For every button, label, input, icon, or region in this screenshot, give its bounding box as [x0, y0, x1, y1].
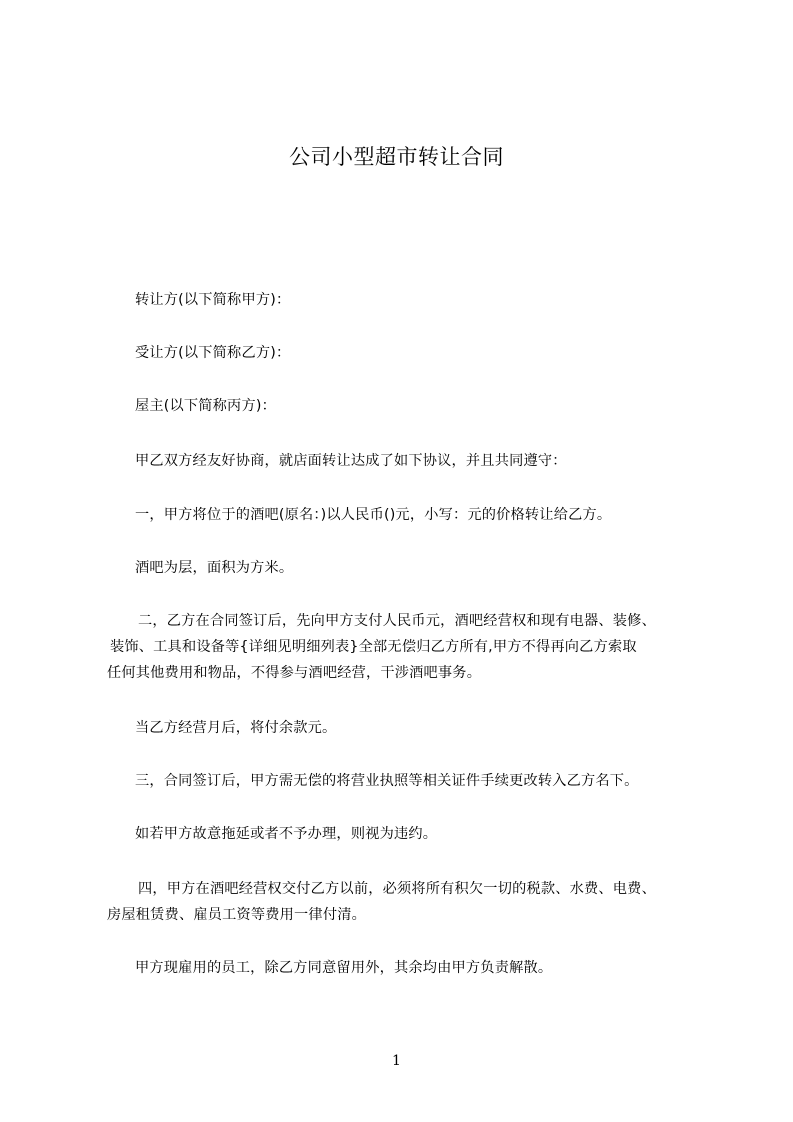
clause-one: 一，甲方将位于的酒吧(原名：)以人民币()元，小写：元的价格转让给乙方。: [135, 507, 612, 523]
page-number: 1: [392, 1053, 401, 1069]
clause-two-line-3: 任何其他费用和物品，不得参与酒吧经营，干涉酒吧事务。: [107, 665, 482, 681]
party-c-line: 屋主(以下简称丙方)：: [135, 398, 276, 414]
clause-four-line-2: 房屋租赁费、雇员工资等费用一律付清。: [107, 907, 366, 923]
clause-two-payment: 当乙方经营月后，将付余款元。: [135, 720, 337, 736]
clause-one-area: 酒吧为层，面积为方米。: [135, 560, 294, 576]
clause-two-line-1: 二，乙方在合同签订后，先向甲方支付人民币元，酒吧经营权和现有电器、装修、: [138, 613, 656, 629]
clause-three: 三，合同签订后，甲方需无偿的将营业执照等相关证件手续更改转入乙方名下。: [135, 773, 639, 789]
clause-four-line-1: 四，甲方在酒吧经营权交付乙方以前，必须将所有积欠一切的税款、水费、电费、: [138, 881, 656, 897]
agreement-intro: 甲乙双方经友好协商，就店面转让达成了如下协议，并且共同遵守：: [135, 453, 567, 469]
party-a-line: 转让方(以下简称甲方)：: [135, 292, 291, 308]
clause-four-staff: 甲方现雇用的员工，除乙方同意留用外，其余均由甲方负责解散。: [135, 960, 553, 976]
document-title: 公司小型超市转让合同: [289, 145, 504, 169]
clause-two-line-2: 装饰、工具和设备等{详细见明细列表}全部无偿归乙方所有,甲方不得再向乙方索取: [110, 639, 637, 655]
clause-three-breach: 如若甲方故意拖延或者不予办理，则视为违约。: [135, 826, 438, 842]
party-b-line: 受让方(以下简称乙方)：: [135, 345, 291, 361]
